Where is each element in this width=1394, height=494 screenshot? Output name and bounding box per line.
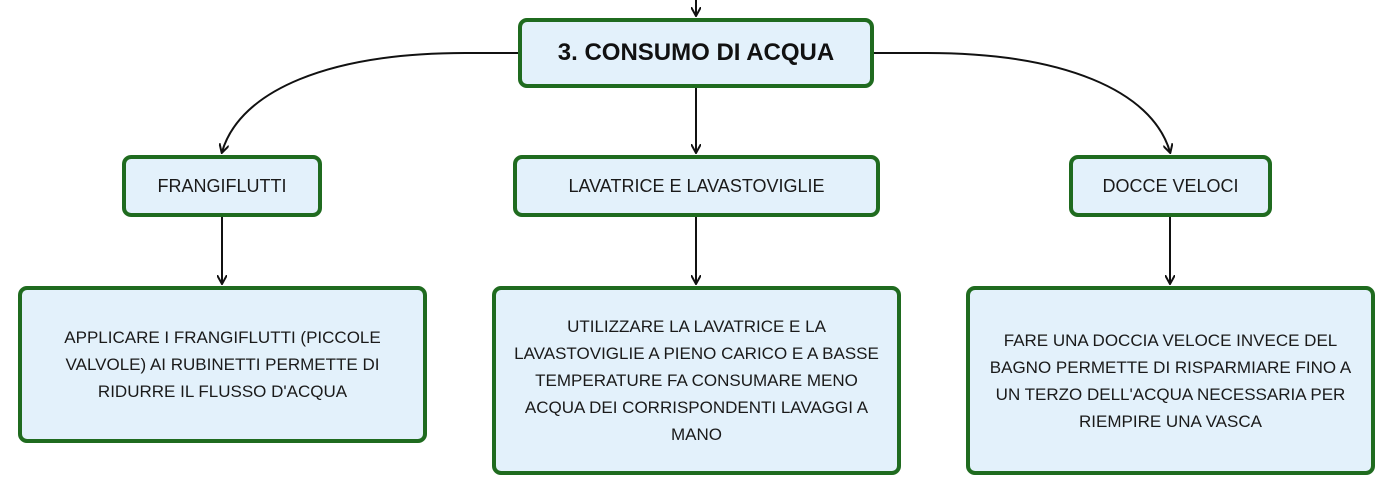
detail-node-text: UTILIZZARE LA LAVATRICE E LA LAVASTOVIGLIE A PIENO CARICO E A BASSE TEMPERATURE FA CONSUMARE MENO ACQUA DEI CORRISPONDENTI LAVAGGI A MANO	[514, 317, 879, 444]
branch-node-docce-veloci[interactable]	[1069, 155, 1272, 217]
branch-node-lavatrice-lavastoviglie[interactable]	[513, 155, 880, 217]
branch-node-frangiflutti[interactable]	[122, 155, 322, 217]
detail-node-text: APPLICARE I FRANGIFLUTTI (PICCOLE VALVOLE) AI RUBINETTI PERMETTE DI RIDURRE IL FLUSSO D'ACQUA	[64, 328, 381, 401]
detail-node-lavatrice-lavastoviglie[interactable]	[492, 286, 901, 475]
branch-node-label: DOCCE VELOCI	[1102, 175, 1239, 196]
connector-root-docce	[874, 53, 1170, 152]
detail-node-frangiflutti[interactable]	[18, 286, 427, 443]
root-node[interactable]	[518, 18, 874, 88]
connector-root-frangiflutti	[222, 53, 518, 152]
branch-node-label: LAVATRICE E LAVASTOVIGLIE	[568, 175, 825, 196]
branch-node-label: FRANGIFLUTTI	[157, 175, 287, 196]
detail-node-text: FARE UNA DOCCIA VELOCE INVECE DEL BAGNO PERMETTE DI RISPARMIARE FINO A UN TERZO DELL'ACQUA NECESSARIA PER RIEMPIRE UNA VASCA	[989, 330, 1352, 431]
root-node-label: 3. CONSUMO DI ACQUA	[557, 39, 835, 66]
detail-node-docce-veloci[interactable]	[966, 286, 1375, 475]
